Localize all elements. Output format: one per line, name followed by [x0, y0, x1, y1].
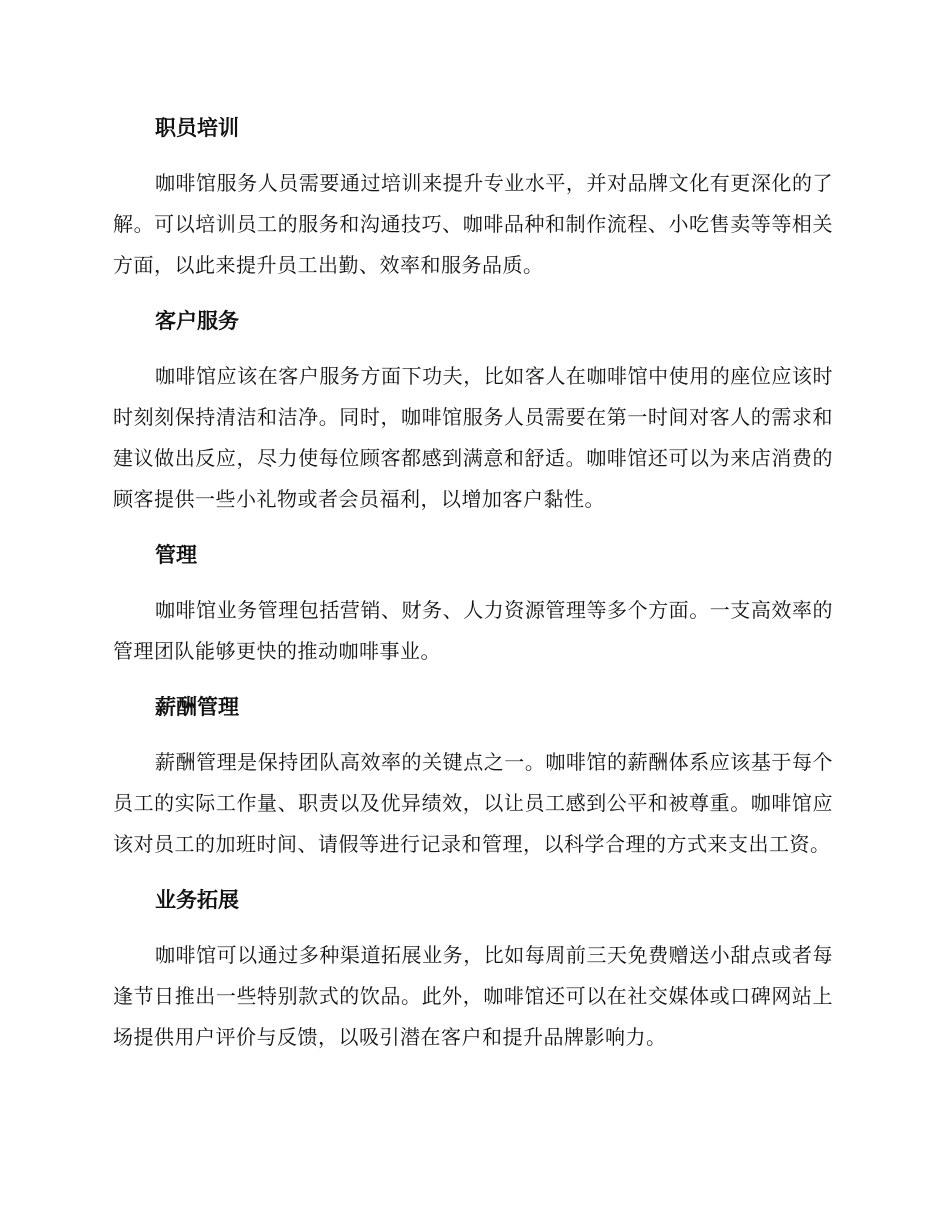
section-paragraph-compensation: 薪酬管理是保持团队高效率的关键点之一。咖啡馆的薪酬体系应该基于每个员工的实际工作量、职责以及优异绩效，以让员工感到公平和被尊重。咖啡馆应该对员工的加班时间、请假等进行记录和管理，以科学合理的方式来支出工资。 [113, 750, 833, 856]
section-paragraph-customer-service: 咖啡馆应该在客户服务方面下功夫，比如客人在咖啡馆中使用的座位应该时时刻刻保持清洁和洁净。同时，咖啡馆服务人员需要在第一时间对客人的需求和建议做出反应，尽力使每位顾客都感到满意和舒适。咖啡馆还可以为来店消费的顾客提供一些小礼物或者会员福利，以增加客户黏性。 [113, 364, 833, 511]
section-heading-business-expansion: 业务拓展 [155, 888, 239, 912]
section-heading-compensation: 薪酬管理 [155, 695, 239, 719]
section-paragraph-management: 咖啡馆业务管理包括营销、财务、人力资源管理等多个方面。一支高效率的管理团队能够更快的推动咖啡事业。 [113, 598, 833, 663]
document-body [113, 109, 833, 1074]
section-paragraph-staff-training: 咖啡馆服务人员需要通过培训来提升专业水平，并对品牌文化有更深化的了解。可以培训员工的服务和沟通技巧、咖啡品种和制作流程、小吃售卖等等相关方面，以此来提升员工出勤、效率和服务品质。 [113, 171, 833, 277]
section-heading-customer-service: 客户服务 [155, 309, 239, 333]
section-heading-staff-training: 职员培训 [155, 116, 239, 140]
section-heading-management: 管理 [155, 543, 197, 567]
section-paragraph-business-expansion: 咖啡馆可以通过多种渠道拓展业务，比如每周前三天免费赠送小甜点或者每逢节日推出一些特别款式的饮品。此外，咖啡馆还可以在社交媒体或口碑网站上场提供用户评价与反馈，以吸引潜在客户和提升品牌影响力。 [113, 943, 833, 1049]
